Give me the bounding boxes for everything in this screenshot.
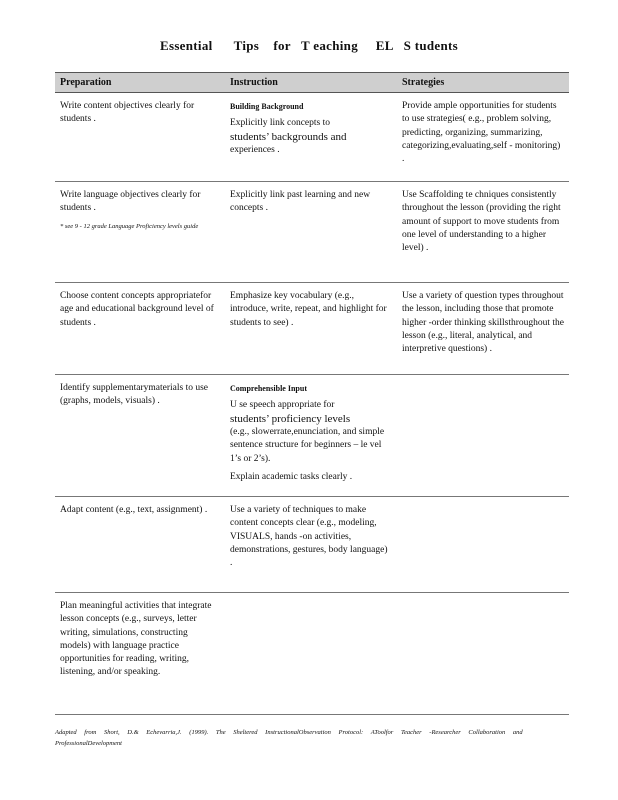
cell-text: Adapt content (e.g., text, assignment) .	[60, 505, 208, 515]
preparation-cell	[55, 182, 225, 283]
strategies-cell	[397, 283, 569, 375]
instruction-cell	[225, 283, 397, 375]
column-header-instruction: Instruction	[225, 73, 397, 93]
preparation-cell	[55, 497, 225, 593]
cell-text: Write content objectives clearly for students .	[60, 101, 195, 125]
cell-text: Use a variety of question types throughout the lesson, including those that promote higher -order thinking skillsthroughout the lesson (e.g., literal, analytical, and interpretive questions) .	[402, 291, 565, 355]
table-row	[55, 93, 569, 182]
table-row	[55, 497, 569, 593]
table-row	[55, 283, 569, 375]
strategies-cell	[397, 182, 569, 283]
cell-text: U se speech appropriate for	[230, 400, 335, 411]
table-row	[55, 593, 569, 715]
citation-footer: Adapted from Short, D.& Echevarria,J. (1999). The Sheltered InstructionalObservation Protocol: AToolfor Teacher -Researcher Collaboration and ProfessionalDevelopment	[55, 729, 523, 747]
preparation-cell	[55, 593, 225, 715]
cell-text: Emphasize key vocabulary (e.g., introduce, write, repeat, and highlight for students to see) .	[230, 291, 387, 328]
cell-text: Plan meaningful activities that integrate lesson concepts (e.g., surveys, letter writing, simulations, constructing models) with language practice opportunities for reading, writing, listening, and/or speaking.	[60, 601, 212, 678]
cell-text: experiences .	[230, 145, 280, 156]
strategies-cell	[397, 593, 569, 715]
cell-text: Identify supplementarymaterials to use (graphs, models, visuals) .	[60, 383, 208, 407]
instruction-cell	[225, 93, 397, 182]
cell-text: Explicitly link concepts to	[230, 118, 330, 129]
column-header-preparation: Preparation	[55, 73, 225, 93]
cell-text: Explicitly link past learning and new concepts .	[230, 190, 371, 214]
cell-text: Choose content concepts appropriatefor age and educational background level of students .	[60, 291, 214, 328]
document-title: Essential Tips for T eaching EL S tudents	[159, 38, 458, 53]
cell-text: (e.g., slowerrate,enunciation, and simple sentence structure for beginners – le vel 1’s or 2’s).	[230, 427, 385, 464]
cell-text: students’ proficiency levels	[230, 412, 351, 425]
instruction-cell	[225, 182, 397, 283]
tips-table	[55, 72, 569, 715]
cell-note: * see 9 - 12 grade Language Proficiency levels guide	[60, 222, 199, 230]
strategies-cell	[397, 497, 569, 593]
cell-text: students’ backgrounds and	[230, 130, 347, 143]
cell-text: Write language objectives clearly for students .	[60, 190, 201, 214]
cell-text: Explain academic tasks clearly .	[230, 471, 353, 482]
preparation-cell	[55, 93, 225, 182]
cell-text: Use a variety of techniques to make content concepts clear (e.g., modeling, VISUALS, hands -on activities, demonstrations, gestures, body language) .	[230, 505, 388, 569]
cell-text: Use Scaffolding te chniques consistently throughout the lesson (providing the right amount of support to move students from one level of understanding to a higher level) .	[402, 190, 561, 254]
preparation-cell	[55, 375, 225, 497]
cell-text: Provide ample opportunities for students to use strategies( e.g., problem solving, predicting, organizing, summarizing, categorizing,evaluating,self - monitoring) .	[402, 101, 561, 165]
cell-subheading: Comprehensible Input	[230, 384, 307, 393]
strategies-cell	[397, 375, 569, 497]
preparation-cell	[55, 283, 225, 375]
table-header-row	[55, 73, 569, 93]
instruction-cell	[225, 375, 397, 497]
table-row	[55, 182, 569, 283]
instruction-cell	[225, 497, 397, 593]
table-row	[55, 375, 569, 497]
column-header-strategies: Strategies	[397, 73, 569, 93]
instruction-cell	[225, 593, 397, 715]
cell-subheading: Building Background	[230, 102, 304, 111]
strategies-cell	[397, 93, 569, 182]
